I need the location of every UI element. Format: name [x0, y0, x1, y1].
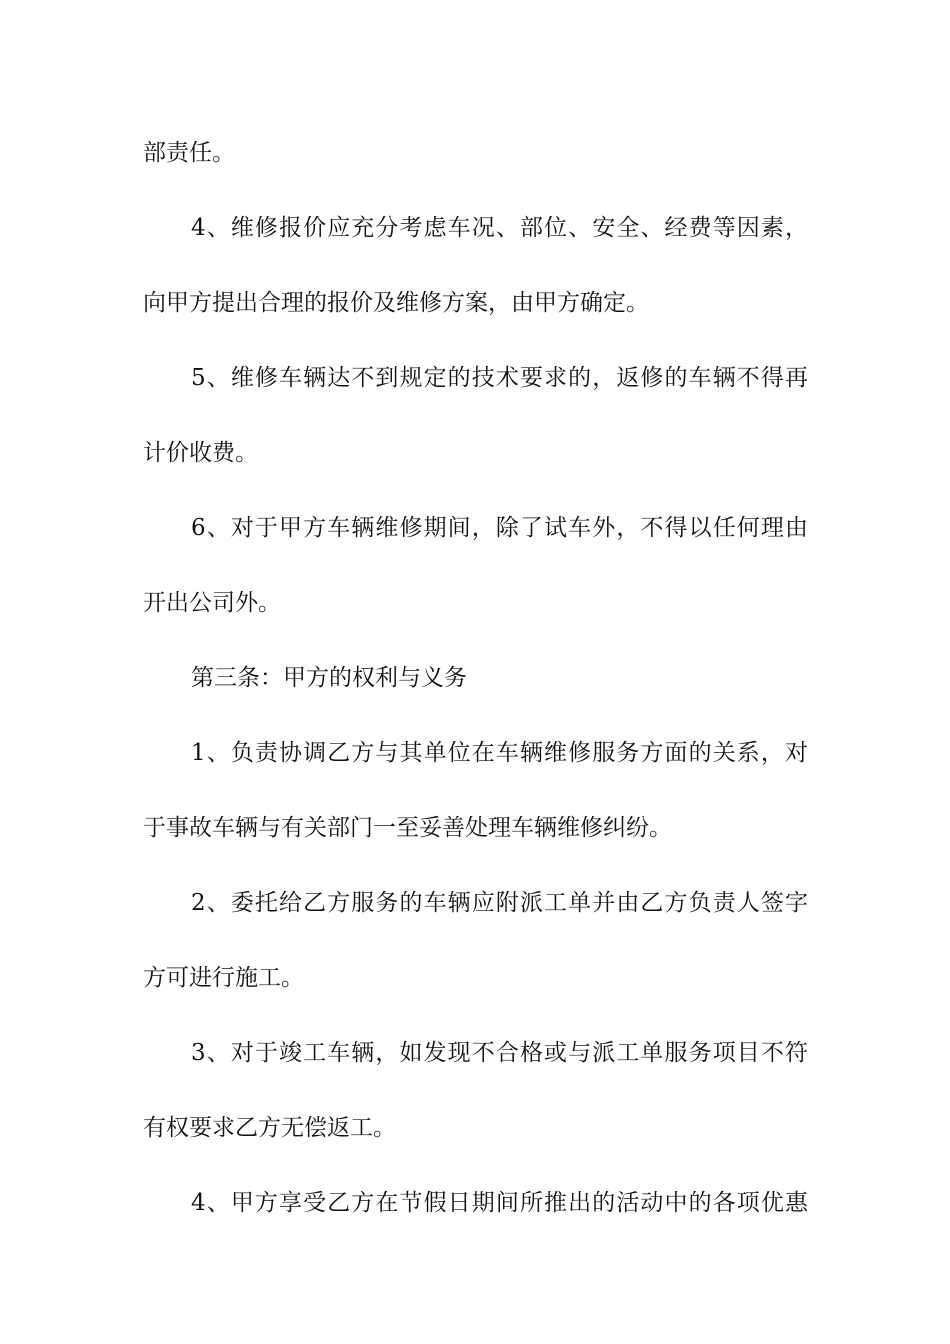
text-line: 3、对于竣工车辆，如发现不合格或与派工单服务项目不符	[191, 1040, 808, 1066]
text-line: 有权要求乙方无偿返工。	[143, 1115, 396, 1141]
text-line: 计价收费。	[143, 440, 258, 466]
text-line: 向甲方提出合理的报价及维修方案，由甲方确定。	[143, 290, 649, 316]
text-line: 4、甲方享受乙方在节假日期间所推出的活动中的各项优惠	[191, 1190, 808, 1216]
text-line: 开出公司外。	[143, 590, 281, 616]
text-line: 4、维修报价应充分考虑车况、部位、安全、经费等因素，	[191, 215, 808, 241]
text-line: 5、维修车辆达不到规定的技术要求的，返修的车辆不得再	[191, 365, 808, 391]
text-line: 于事故车辆与有关部门一至妥善处理车辆维修纠纷。	[143, 815, 672, 841]
section-heading: 第三条：甲方的权利与义务	[191, 665, 467, 691]
text-line: 方可进行施工。	[143, 965, 304, 991]
text-line: 部责任。	[143, 140, 235, 166]
text-line: 6、对于甲方车辆维修期间，除了试车外，不得以任何理由	[191, 515, 808, 541]
text-line: 1、负责协调乙方与其单位在车辆维修服务方面的关系，对	[191, 740, 808, 766]
text-line: 2、委托给乙方服务的车辆应附派工单并由乙方负责人签字	[191, 890, 808, 916]
document-body	[143, 128, 808, 1253]
